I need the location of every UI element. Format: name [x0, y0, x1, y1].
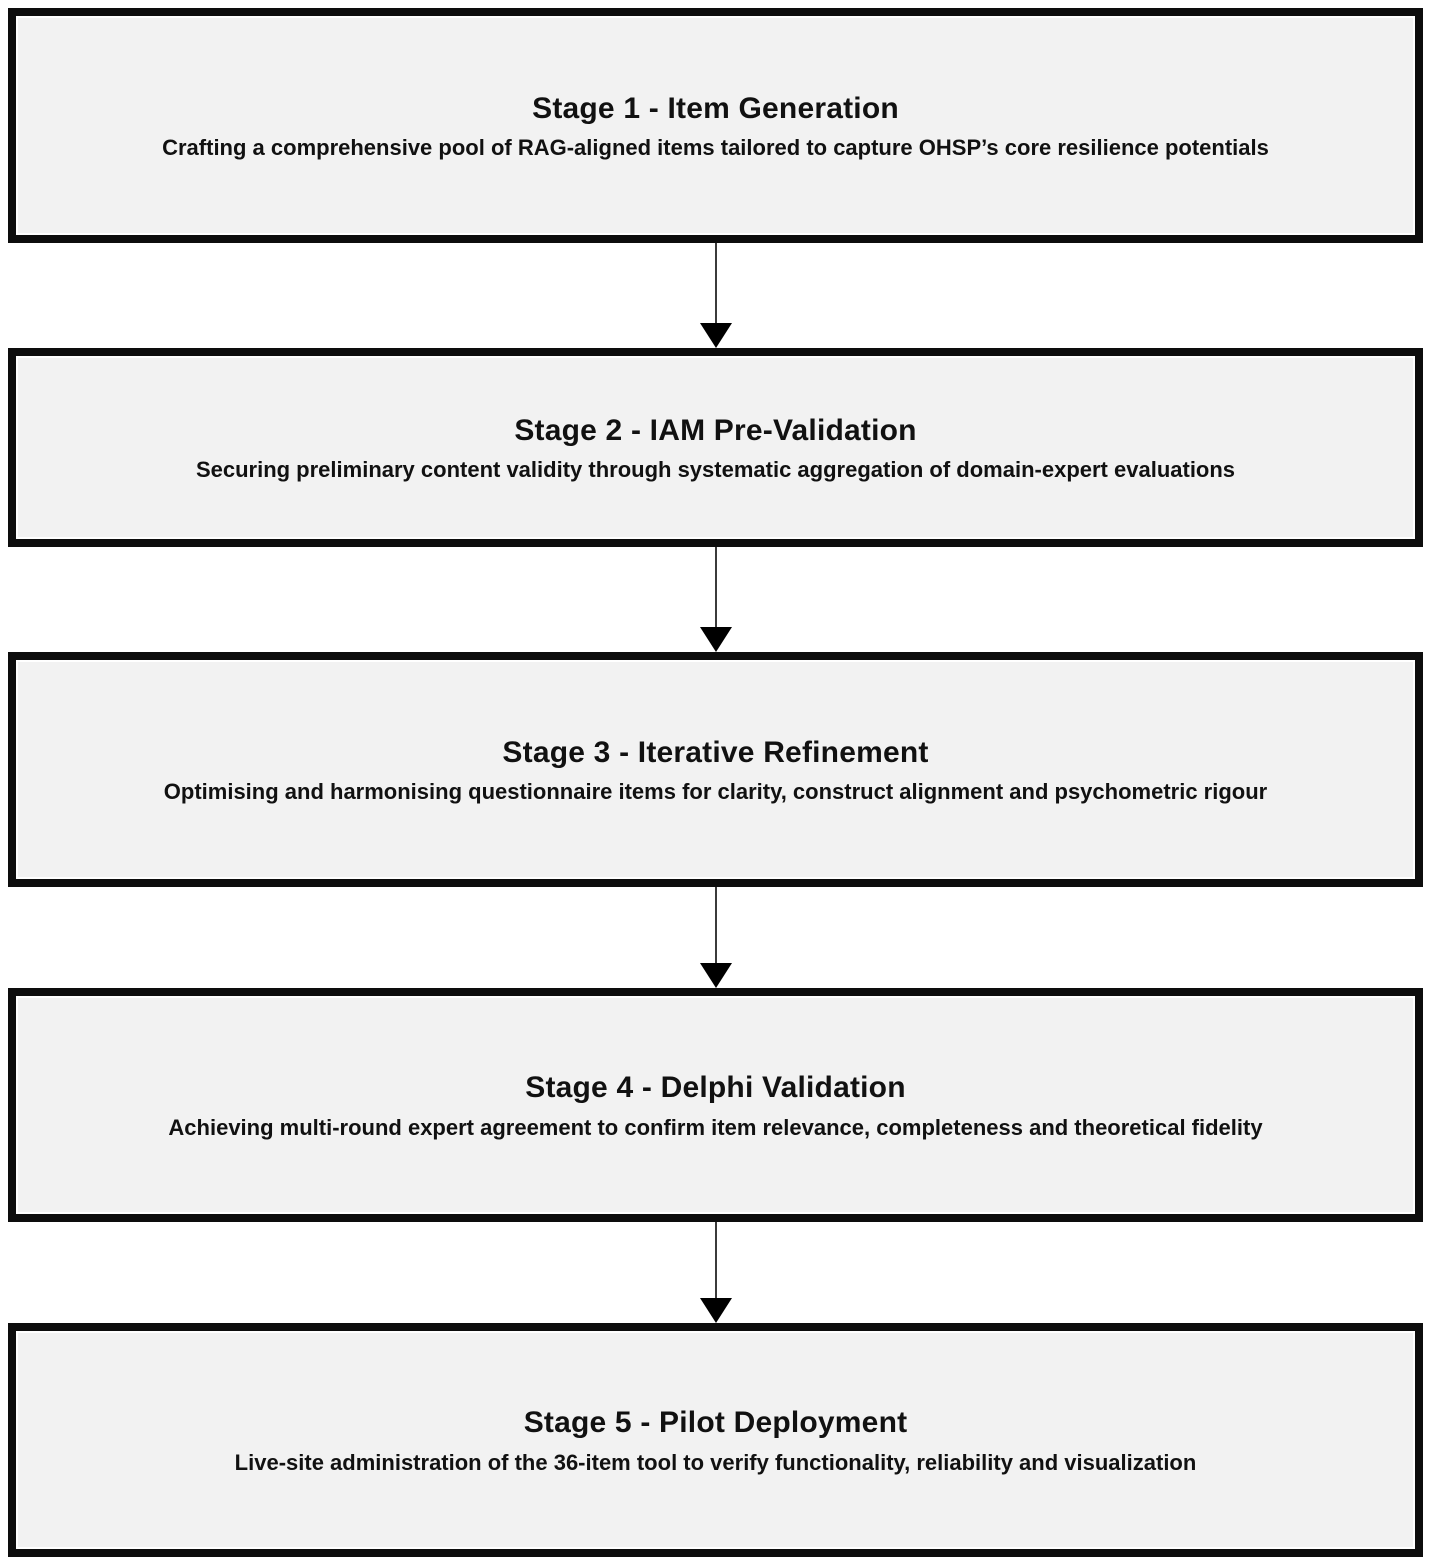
arrow-down-icon	[700, 1298, 732, 1323]
stage-4-title: Stage 4 - Delphi Validation	[525, 1071, 906, 1104]
stage-3-box	[8, 652, 1423, 887]
stage-1-description: Crafting a comprehensive pool of RAG-aligned items tailored to capture OHSP’s core resilience potentials	[162, 135, 1269, 160]
connector-arrow-2-3	[8, 547, 1423, 652]
stage-2-title: Stage 2 - IAM Pre-Validation	[514, 413, 917, 447]
connector-arrow-4-5	[8, 1222, 1423, 1323]
stage-4-box	[8, 988, 1423, 1222]
stage-5-description: Live-site administration of the 36-item tool to verify functionality, reliability and visualization	[234, 1449, 1197, 1475]
arrow-down-icon	[700, 323, 732, 348]
arrow-line	[715, 1222, 717, 1299]
stage-5-box	[8, 1323, 1423, 1557]
stage-3-title: Stage 3 - Iterative Refinement	[502, 735, 929, 769]
arrow-down-icon	[700, 963, 732, 988]
stage-1-title: Stage 1 - Item Generation	[532, 91, 899, 125]
connector-arrow-3-4	[8, 887, 1423, 988]
stage-4-description: Achieving multi-round expert agreement to confirm item relevance, completeness and theoretical fidelity	[168, 1114, 1263, 1140]
arrow-line	[715, 243, 717, 324]
arrow-line	[715, 547, 717, 628]
stage-2-description: Securing preliminary content validity through systematic aggregation of domain-expert evaluations	[195, 457, 1236, 482]
stage-3-description: Optimising and harmonising questionnaire items for clarity, construct alignment and psychometric rigour	[163, 779, 1268, 804]
stage-2-box	[8, 348, 1423, 547]
arrow-line	[715, 887, 717, 964]
arrow-down-icon	[700, 627, 732, 652]
stage-1-box	[8, 8, 1423, 243]
connector-arrow-1-2	[8, 243, 1423, 348]
stage-flowchart	[8, 8, 1423, 1557]
stage-5-title: Stage 5 - Pilot Deployment	[523, 1406, 908, 1439]
